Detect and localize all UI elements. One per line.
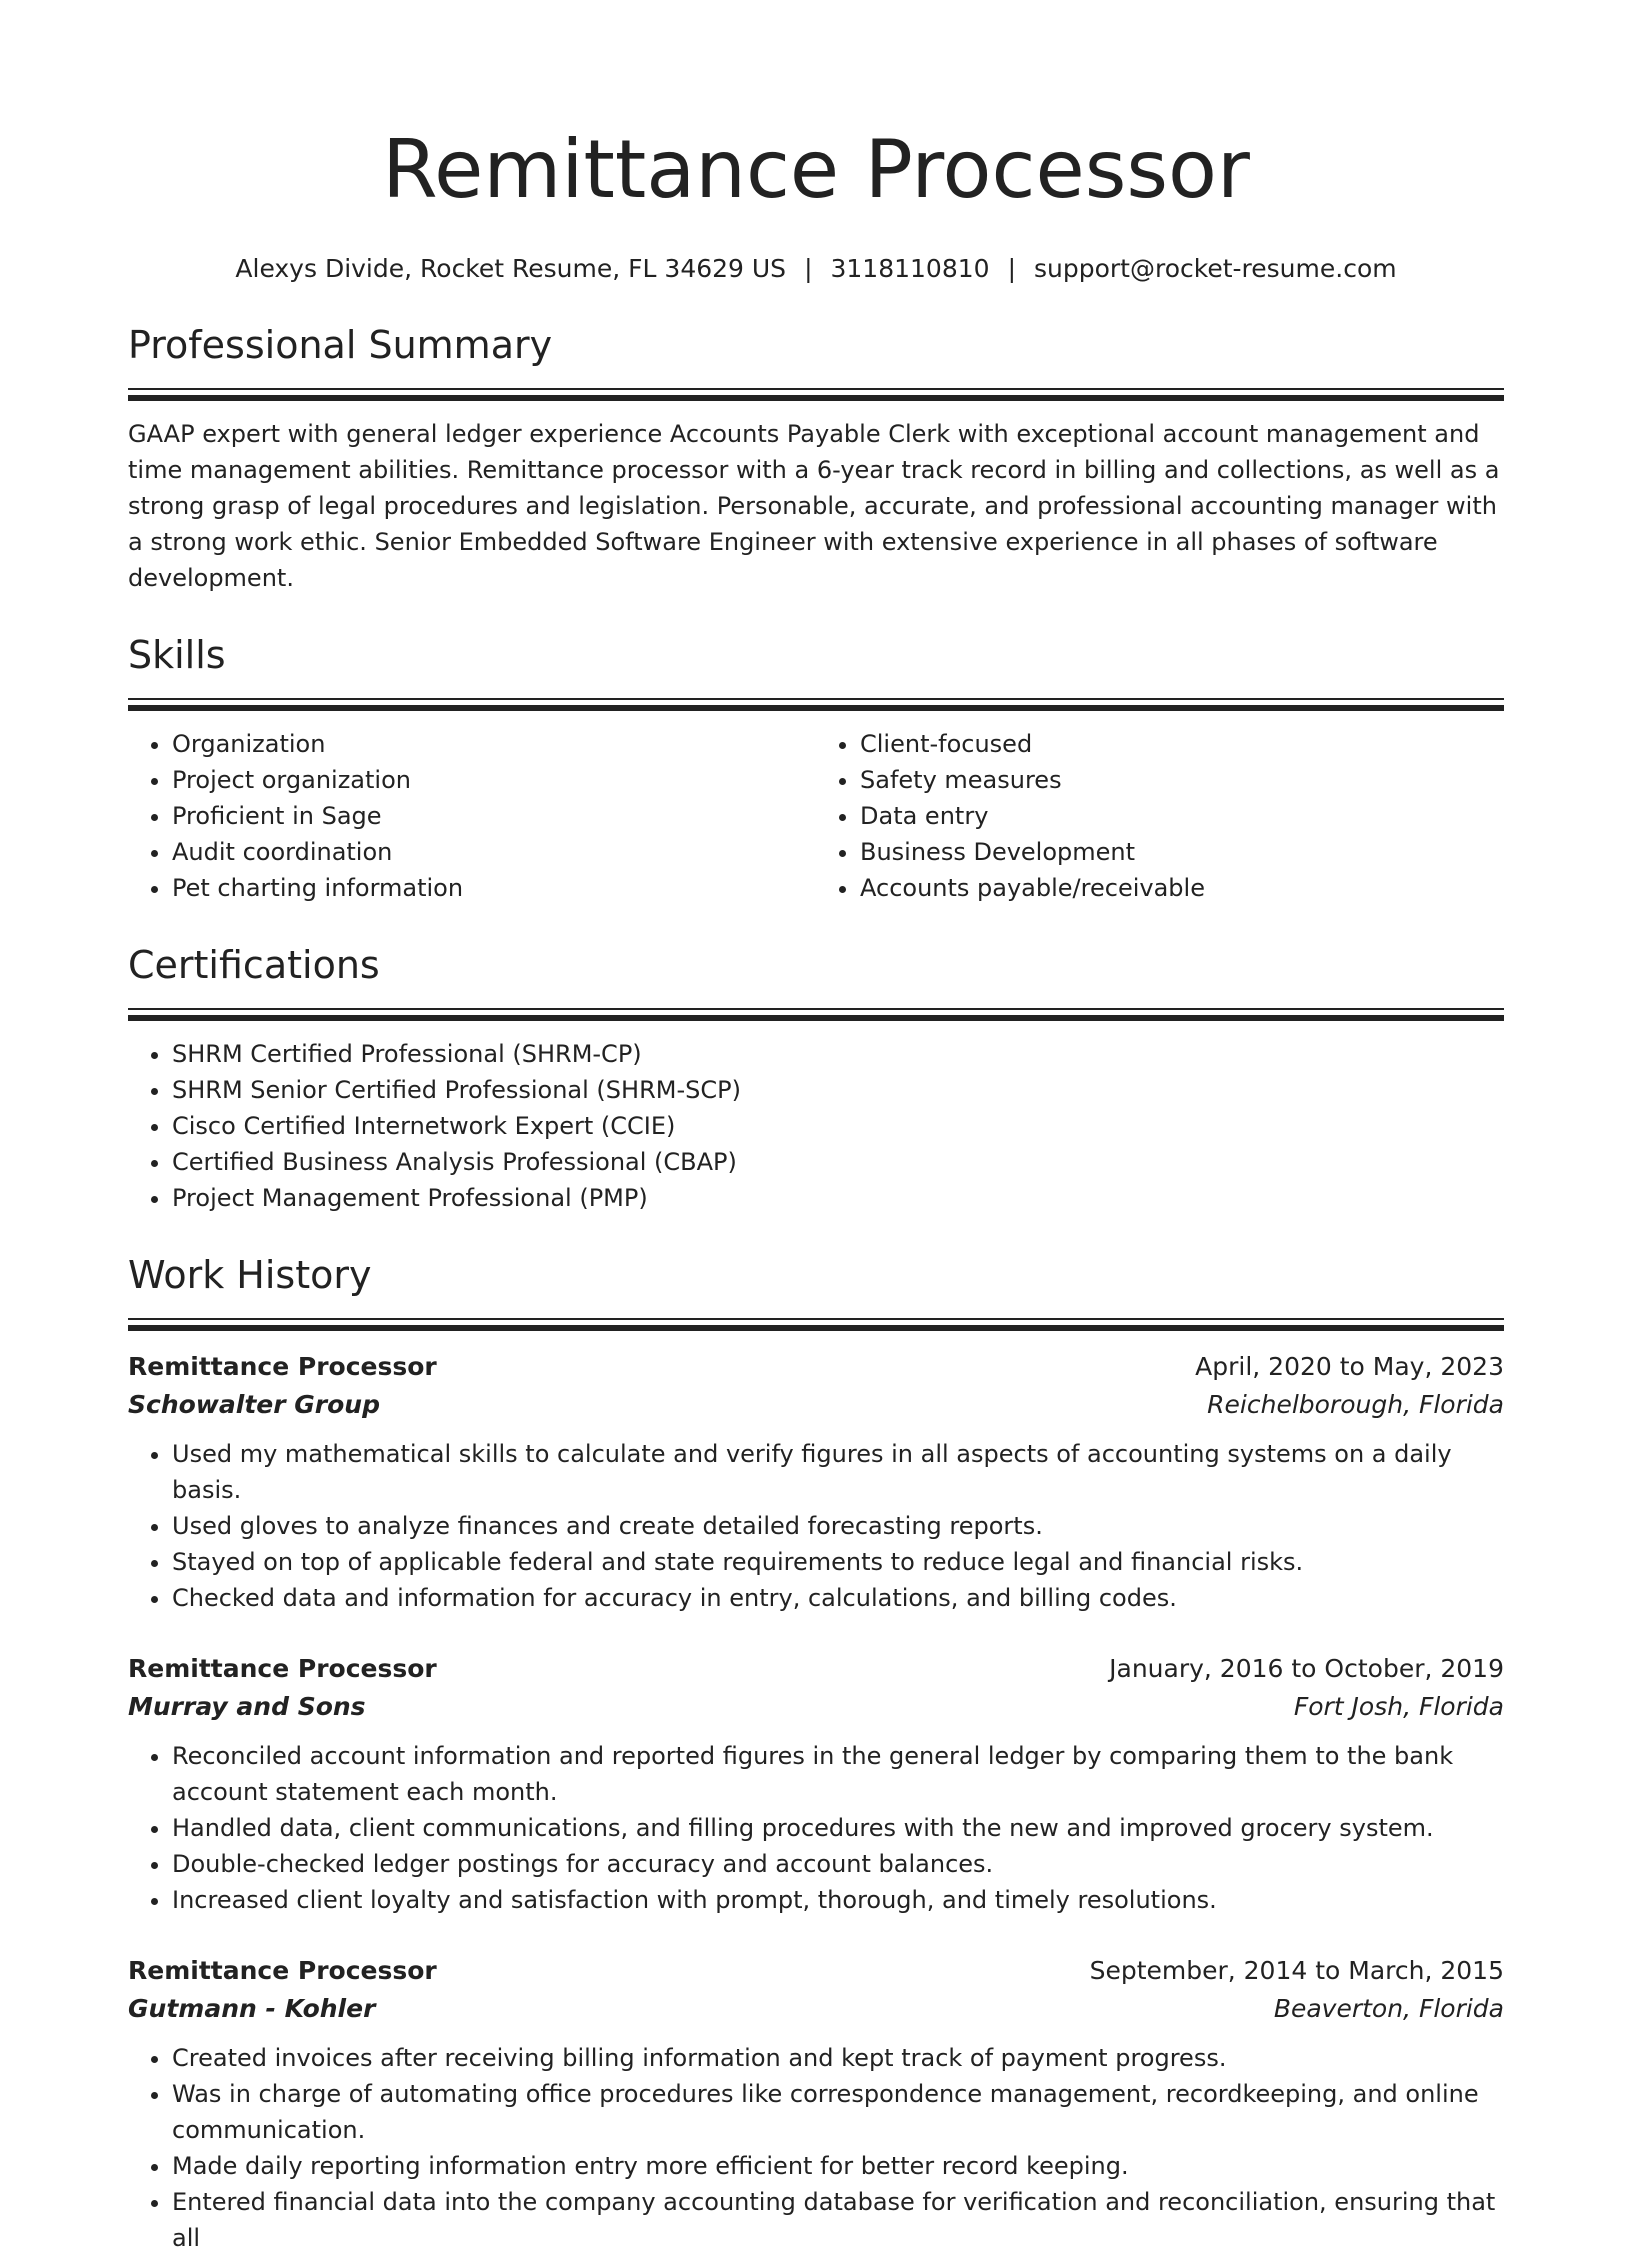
job-company: Schowalter Group	[128, 1390, 380, 1419]
job-bullet: • Increased client loyalty and satisfaction with prompt, thorough, and timely resolutions.	[172, 1882, 1504, 1918]
contact-phone: 3118110810	[830, 254, 990, 283]
skills-list-right	[816, 726, 1504, 906]
certification-item: • Project Management Professional (PMP)	[172, 1180, 1504, 1216]
section-divider	[128, 1008, 1504, 1022]
job-title: Remittance Processor	[128, 1956, 437, 1985]
job-dates: September, 2014 to March, 2015	[1089, 1956, 1504, 1985]
job-header	[128, 1952, 1504, 1990]
job-bullet: • Reconciled account information and reported figures in the general ledger by comparing them to the bank account statement each month.	[172, 1738, 1504, 1810]
job-bullet: • Made daily reporting information entry more efficient for better record keeping.	[172, 2148, 1504, 2184]
summary-text: GAAP expert with general ledger experience Accounts Payable Clerk with exceptional account management and time management abilities. Remittance processor with a 6-year track record in billing and collections, as well as a strong grasp of legal procedures and legislation. Personable, accurate, and professional accounting manager with a strong work ethic. Senior Embedded Software Engineer with extensive experience in all phases of software development.	[128, 420, 1500, 592]
contact-address: Alexys Divide, Rocket Resume, FL 34629 US	[235, 254, 787, 283]
job-company: Murray and Sons	[128, 1692, 366, 1721]
job-bullet: • Checked data and information for accuracy in entry, calculations, and billing codes.	[172, 1580, 1504, 1616]
certification-item: • Cisco Certified Internetwork Expert (CCIE)	[172, 1108, 1504, 1144]
skill-item: • Data entry	[860, 798, 1504, 834]
skill-item: • Audit coordination	[172, 834, 816, 870]
skill-item: • Proficient in Sage	[172, 798, 816, 834]
job-bullet: • Used my mathematical skills to calculate and verify figures in all aspects of accounting systems on a daily basis.	[172, 1436, 1504, 1508]
summary-section	[128, 320, 1504, 596]
document-title: Remittance Processor	[382, 123, 1250, 216]
job-bullet: • Double-checked ledger postings for accuracy and account balances.	[172, 1846, 1504, 1882]
section-divider	[128, 698, 1504, 712]
skills-grid	[128, 726, 1504, 906]
contact-email[interactable]: support@rocket-resume.com	[1034, 254, 1397, 283]
skill-item: • Safety measures	[860, 762, 1504, 798]
section-divider	[128, 388, 1504, 402]
contact-line	[128, 252, 1504, 286]
job-bullet: • Was in charge of automating office procedures like correspondence management, recordkeeping, and online communication.	[172, 2076, 1504, 2148]
certification-item: • Certified Business Analysis Professional (CBAP)	[172, 1144, 1504, 1180]
contact-separator: |	[1007, 254, 1016, 283]
job-company: Gutmann - Kohler	[128, 1994, 376, 2023]
job-location: Fort Josh, Florida	[1293, 1692, 1504, 1721]
job-location: Reichelborough, Florida	[1207, 1390, 1504, 1419]
work-history-section	[128, 1250, 1504, 2256]
job-title: Remittance Processor	[128, 1654, 437, 1683]
certifications-section	[128, 940, 1504, 1216]
job-bullet: • Stayed on top of applicable federal and state requirements to reduce legal and financial risks.	[172, 1544, 1504, 1580]
certification-item: • SHRM Senior Certified Professional (SHRM-SCP)	[172, 1072, 1504, 1108]
section-divider	[128, 1318, 1504, 1332]
certification-item: • SHRM Certified Professional (SHRM-CP)	[172, 1036, 1504, 1072]
section-heading: Certifications	[128, 943, 380, 987]
job-bullets	[128, 1738, 1504, 1918]
section-heading: Work History	[128, 1253, 372, 1297]
job-dates: April, 2020 to May, 2023	[1195, 1352, 1504, 1381]
section-heading: Professional Summary	[128, 323, 553, 367]
skill-item: • Accounts payable/receivable	[860, 870, 1504, 906]
skill-item: • Organization	[172, 726, 816, 762]
job-bullet: • Handled data, client communications, and filling procedures with the new and improved grocery system.	[172, 1810, 1504, 1846]
contact-separator: |	[804, 254, 813, 283]
job-header	[128, 1650, 1504, 1688]
job-bullet: • Entered financial data into the company accounting database for verification and reconciliation, ensuring that all	[172, 2184, 1504, 2256]
skill-item: • Client-focused	[860, 726, 1504, 762]
job-title: Remittance Processor	[128, 1352, 437, 1381]
skill-item: • Project organization	[172, 762, 816, 798]
job-subheader	[128, 1688, 1504, 1726]
skills-section	[128, 630, 1504, 906]
job-bullets	[128, 1436, 1504, 1616]
job-entry	[128, 1348, 1504, 1616]
certifications-list	[128, 1036, 1504, 1216]
job-bullet: • Used gloves to analyze finances and create detailed forecasting reports.	[172, 1508, 1504, 1544]
job-entry	[128, 1952, 1504, 2256]
job-header	[128, 1348, 1504, 1386]
job-bullet: • Created invoices after receiving billing information and kept track of payment progress.	[172, 2040, 1504, 2076]
job-dates: January, 2016 to October, 2019	[1109, 1654, 1504, 1683]
section-heading: Skills	[128, 633, 226, 677]
skill-item: • Pet charting information	[172, 870, 816, 906]
skills-list-left	[128, 726, 816, 906]
job-location: Beaverton, Florida	[1273, 1994, 1504, 2023]
job-bullets	[128, 2040, 1504, 2256]
skill-item: • Business Development	[860, 834, 1504, 870]
job-subheader	[128, 1386, 1504, 1424]
job-subheader	[128, 1990, 1504, 2028]
job-entry	[128, 1650, 1504, 1918]
